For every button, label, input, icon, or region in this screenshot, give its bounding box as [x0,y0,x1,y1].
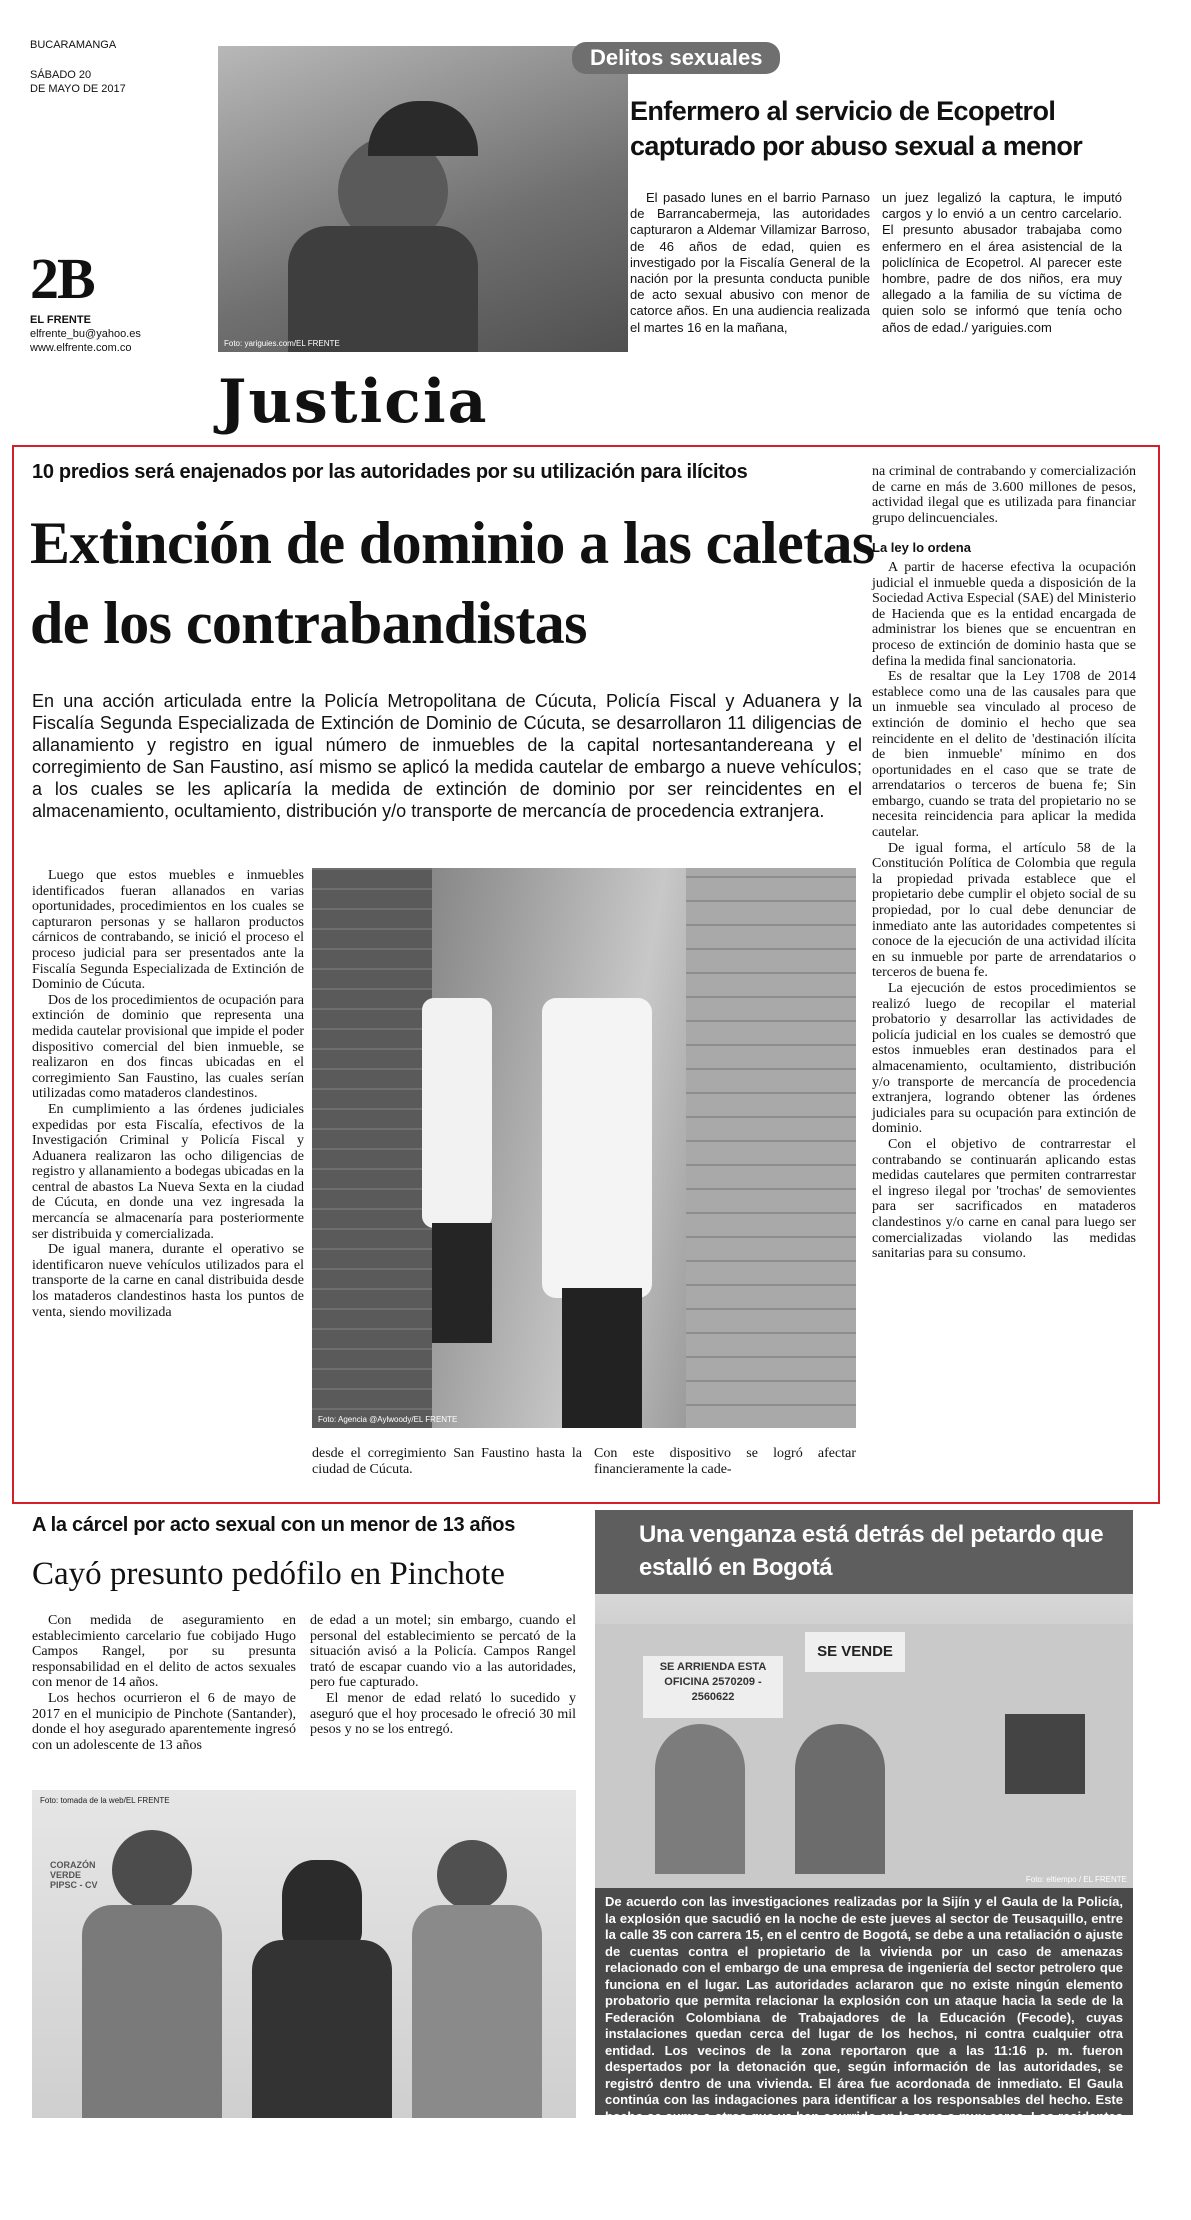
top-photo-credit: Foto: yariguies.com/EL FRENTE [224,339,340,348]
main-col3-p3: De igual forma, el artículo 58 de la Constitución Política de Colombia que regula la propiedad privada establece que el propietario debe cumplir el objeto social de su propiedad, por lo cual debe denunciar de inmediato ante las autoridades competentes si conoce de la ejecución de una actividad ilícita en su inmueble por parte de arrendatarios o terceros de buena fe. [872,840,1136,981]
main-col3-p5: Con el objetivo de contrarrestar el contrabando se continuarán aplicando estas medidas cautelares que permiten contrarrestar el ingreso ilegal por 'trochas' de semovientes para ser sacrificados en mataderos clandestinos y/o carne en canal para luego ser comercializadas violando las medidas sanitarias para su consumo. [872,1136,1136,1262]
main-col3-p4: La ejecución de estos procedimientos se realizó luego de recopilar el material probatorio y desarrollar las actividades de policía judicial en los cuales se demostró que estos inmuebles eran destinados para el almacenamiento, ocultamiento, distribución y/o transporte de mercancía de procedencia extranjera, logrando obtener las órdenes judiciales para su ocupación para extinción de dominio. [872,981,1136,1137]
main-col1-p3: En cumplimiento a las órdenes judiciales expedidas por esta Fiscalía, efectivos de la Investigación Criminal y Policía Fiscal y Aduanera realizaron las ocho diligencias de registro y allanamiento a bodegas ubicadas en la central de abastos La Nueva Sexta en la ciudad de Cúcuta, en donde una vez ingresada la mercancía se almacenaría para posteriormente ser distribuida y comercializada. [32,1101,304,1242]
story3-col1 [32,1613,296,1753]
below-photo-left: desde el corregimiento San Faustino hasta la ciudad de Cúcuta. [312,1446,582,1477]
story3-col1-p2: Los hechos ocurrieron el 6 de mayo de 2017 en el municipio de Pinchote (Santander), donde el hoy asegurado aparentemente ingresó con un adolescente de 13 años [32,1690,296,1753]
story4-sign-rent: SE ARRIENDA ESTA OFICINA 2570209 - 2560622 [643,1656,783,1718]
story4-body: De acuerdo con las investigaciones realizadas por la Sijín y el Gaula de la Policía, la explosión que sacudió en la noche de este jueves al sector de Teusaquillo, entre la calle 35 con carrera 15, en el centro de Bogotá, se debe a una retaliación o ajuste de cuentas contra el propietario de la vivienda por un caso de amenazas relacionado con el embargo de una empresa de ingeniería del sector petrolero que funciona en el lugar. Las autoridades aclararon que no existe ningún elemento probatorio que permita relacionar la explosión con un ataque hacia la sede de la Federación Colombiana de Trabajadores de la Educación (Fecode), cuyas instalaciones quedan cerca del lugar de los hechos, ni contra cualquier otra entidad. Los vecinos de la zona reportaron que a las 11:16 p. m. fueron despertados por la detonación que, según información de las autoridades, se registró dentro de una vivienda. El área fue acordonada de inmediato. El Gaula continúa con las indagaciones para identificar a los responsables del hecho. Este hecho se suma a otros que ya han ocurrido en la zona o muy cerca. Los residentes piden a las autoridades celeridad en las investigaciones. [605,1894,1123,2140]
main-photo-credit: Foto: Agencia @Aylwoody/EL FRENTE [318,1415,458,1424]
section-title: Justicia [218,367,489,437]
below-photo-right: Con este dispositivo se logró afectar financieramente la cade- [594,1446,856,1477]
story3-photo-credit: Foto: tomada de la web/EL FRENTE [40,1796,170,1805]
main-kicker: 10 predios será enajenados por las autoridades por su utilización para ilícitos [32,461,748,483]
story3-col2-p1: de edad a un motel; sin embargo, cuando el personal del establecimiento se percató de la situación avisó a la Policía. Campos Rangel trató de escapar cuando vio a las autoridades, pero fue capturado. [310,1613,576,1691]
main-col1-p1: Luego que estos muebles e inmuebles identificados fueran allanados en varias oportunidades, procedimientos en los cuales se capturaron personas y se hallaron productos cárnicos de contrabando, se inició el proceso el proceso judicial para ser presentados ante la Fiscalía Segunda Especializada de Extinción de Dominio de Cúcuta. [32,868,304,993]
top-story-photo [218,46,628,352]
story4-headline: Una venganza está detrás del petardo que estalló en Bogotá [639,1521,1104,1581]
section-label-delitos: Delitos sexuales [572,42,780,74]
main-col3-p1: A partir de hacerse efectiva la ocupación judicial el inmueble queda a disposición de la Sociedad Activa Especial (SAE) del Ministerio de Hacienda que es la entidad encargada de administrar los bienes que se encuentran en proceso de extinción de dominio hasta que se defina la medida final sancionatoria. [872,559,1136,669]
date-line-1: SÁBADO 20 [30,69,92,81]
brand-name: EL FRENTE [30,314,91,326]
story3-col2 [310,1613,576,1738]
story3-headline: Cayó presunto pedófilo en Pinchote [32,1556,505,1592]
story4-sign-sale: SE VENDE [805,1632,905,1672]
main-headline: Extinción de dominio a las caletas de los contrabandistas [30,510,875,656]
date-line-2: DE MAYO DE 2017 [30,83,126,95]
story3-col1-p1: Con medida de aseguramiento en establecimiento carcelario fue cobijado Hugo Campos Rangel, por su presunta responsabilidad en el delito de actos sexuales con menor de 14 años. [32,1613,296,1691]
story4-photo-credit: Foto: eltiempo / EL FRENTE [1025,1875,1127,1884]
masthead-info [30,38,210,96]
main-lead: En una acción articulada entre la Policía Metropolitana de Cúcuta, Policía Fiscal y Aduanera y la Fiscalía Segunda Especializada de Extinción de Dominio de Cúcuta, se desarrollaron 11 diligencias de allanamiento y registro en igual número de inmuebles de la capital nortesantandereana y el corregimiento de San Faustino, así mismo se aplicó la medida cautelar de embargo a nueve vehículos; a los cuales se les aplicaría la medida de extinción de dominio por ser reincidentes en el almacenamiento, ocultamiento, distribución y/o transporte de mercancía de procedencia extranjera. [32,691,862,821]
story4-panel [595,1510,1133,2140]
story3-kicker: A la cárcel por acto sexual con un menor de 13 años [32,1514,516,1536]
main-col1 [32,868,304,1320]
main-col1-p2: Dos de los procedimientos de ocupación para extinción de dominio que representa una medida cautelar provisional que impide el poder dispositivo comercial del bien inmueble, se realizaron en dos fincas ubicadas en el corregimiento San Faustino, las cuales serían utilizadas como mataderos clandestinos. [32,992,304,1102]
story3-photo [32,1790,576,2118]
top-story-col2: un juez legalizó la captura, le imputó cargos y lo envió a un centro carcelario. El presunto abusador trabajaba como enfermero en el área asistencial de la policlínica de Ecopetrol. Al parecer este hombre, padre de dos niños, era muy allegado a la familia de su víctima de quien solo se informó que tenía ocho años de edad./ yariguies.com [882,190,1122,335]
story4-photo [595,1594,1133,1888]
main-col3-p2: Es de resaltar que la Ley 1708 de 2014 establece como una de las causales para que un inmueble sea vinculado al proceso de extinción de dominio el hecho que sea reincidente en el delito de 'destinación ilícita de bien inmueble' mínimo en dos oportunidades en el caso que se trate de arrendatarios o terceros de buena fe; Sin embargo, cuando se trata del propietario no se necesita reincidencia para aplicar la medida cautelar. [872,669,1136,841]
main-story-photo [312,868,856,1428]
main-col1-p4: De igual manera, durante el operativo se identificaron nueve vehículos utilizados para el transporte de la carne en canal distribuida desde los mataderos clandestinos hasta los puntos de venta, siendo movilizada [32,1242,304,1320]
main-col3-intro: na criminal de contrabando y comercialización de carne en más de 3.600 millones de pesos, actividad ilegal que es utilizada para financiar grupo delincuenciales. [872,464,1136,526]
main-subhead: La ley lo ordena [872,540,971,556]
email-link[interactable]: elfrente_bu@yahoo.es [30,328,141,340]
top-story-col1: El pasado lunes en el barrio Parnaso de Barrancabermeja, las autoridades capturaron a Aldemar Villamizar Barroso, de 46 años de edad, quien es investigado por la Fiscalía General de la nación por la presunta conducta punible de acto sexual abusivo con menor de catorce años. En una audiencia realizada el martes 16 en la mañana, [630,190,870,335]
city-label: BUCARAMANGA [30,39,117,51]
top-story-headline: Enfermero al servicio de Ecopetrol capturado por abuso sexual a menor [630,96,1083,161]
story3-backdrop-text: CORAZÓN VERDE PIPSC - CV [50,1860,98,1890]
website-link[interactable]: www.elfrente.com.co [30,342,132,354]
brand-block [30,313,210,355]
main-col3 [872,464,1136,1262]
story3-col2-p2: El menor de edad relató lo sucedido y aseguró que el hoy procesado le ofreció 30 mil pesos y no se los entregó. [310,1690,576,1738]
page-number: 2B [30,246,94,311]
